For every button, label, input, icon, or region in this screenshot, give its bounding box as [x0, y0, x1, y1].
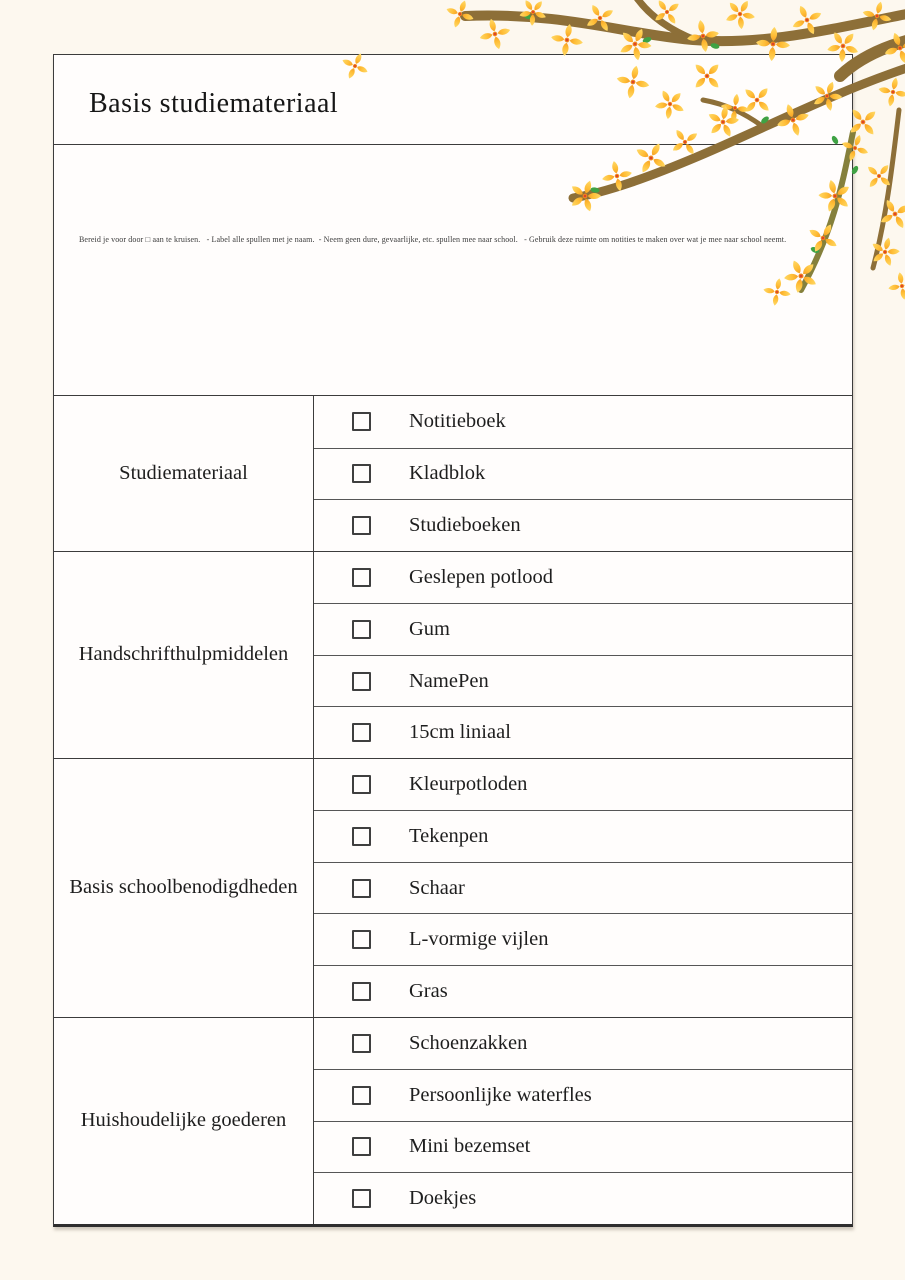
checklist-item-row — [314, 603, 852, 655]
instructions-text: Bereid je voor door □ aan te kruisen. - Label alle spullen met je naam. - Neem geen dure, gevaarlijke, etc. spullen mee naar school. - Gebruik deze ruimte om notities te maken over wat je mee naar school neemt. — [79, 235, 787, 244]
checklist-item-row — [314, 499, 852, 551]
items-column — [314, 552, 852, 758]
checklist-item-row — [314, 706, 852, 758]
items-column — [314, 396, 852, 551]
checklist-item-row — [314, 396, 852, 448]
category-label: Handschrifthulpmiddelen — [78, 643, 289, 666]
header-row — [54, 55, 852, 145]
item-checkbox[interactable] — [352, 775, 371, 794]
item-checkbox[interactable] — [352, 827, 371, 846]
checklist-section — [54, 1017, 852, 1224]
item-checkbox[interactable] — [352, 1189, 371, 1208]
checklist-item-row — [314, 965, 852, 1017]
item-label: NamePen — [409, 669, 489, 692]
item-label: 15cm liniaal — [409, 721, 511, 744]
notes-row — [54, 145, 852, 395]
item-checkbox[interactable] — [352, 1137, 371, 1156]
checklist-item-row — [314, 862, 852, 914]
item-label: Gum — [409, 617, 450, 640]
item-checkbox[interactable] — [352, 982, 371, 1001]
checklist-item-row — [314, 655, 852, 707]
checklist-item-row — [314, 1018, 852, 1070]
checklist-item-row — [314, 552, 852, 604]
category-cell — [54, 1018, 314, 1224]
item-label: Studieboeken — [409, 513, 521, 536]
category-cell — [54, 396, 314, 551]
checklist-item-row — [314, 759, 852, 811]
item-label: Gras — [409, 979, 448, 1002]
checklist-item-row — [314, 1069, 852, 1121]
item-label: Persoonlijke waterfles — [409, 1083, 592, 1106]
checklist-item-row — [314, 810, 852, 862]
item-checkbox[interactable] — [352, 516, 371, 535]
category-label: Studiemateriaal — [119, 462, 248, 485]
item-label: Schoenzakken — [409, 1031, 528, 1054]
category-cell — [54, 759, 314, 1017]
item-label: L-vormige vijlen — [409, 928, 549, 951]
item-checkbox[interactable] — [352, 879, 371, 898]
checklist-section — [54, 551, 852, 758]
item-label: Mini bezemset — [409, 1135, 531, 1158]
item-label: Geslepen potlood — [409, 565, 554, 588]
item-checkbox[interactable] — [352, 1034, 371, 1053]
item-label: Tekenpen — [409, 825, 489, 848]
item-checkbox[interactable] — [352, 930, 371, 949]
item-label: Notitieboek — [409, 410, 506, 433]
item-checkbox[interactable] — [352, 672, 371, 691]
checklist-item-row — [314, 1121, 852, 1173]
category-label: Huishoudelijke goederen — [80, 1109, 287, 1132]
checklist-item-row — [314, 448, 852, 500]
category-label: Basis schoolbenodigdheden — [69, 876, 298, 899]
item-checkbox[interactable] — [352, 412, 371, 431]
page-title: Basis studiemateriaal — [89, 87, 339, 119]
item-label: Kladblok — [409, 462, 486, 485]
checklist-table — [54, 395, 852, 1224]
checklist-section — [54, 395, 852, 551]
checklist-section — [54, 758, 852, 1017]
items-column — [314, 759, 852, 1017]
item-checkbox[interactable] — [352, 620, 371, 639]
item-checkbox[interactable] — [352, 1086, 371, 1105]
item-checkbox[interactable] — [352, 568, 371, 587]
checklist-item-row — [314, 913, 852, 965]
item-label: Kleurpotloden — [409, 773, 528, 796]
checklist-sheet — [53, 54, 853, 1227]
items-column — [314, 1018, 852, 1224]
checklist-item-row — [314, 1172, 852, 1224]
item-checkbox[interactable] — [352, 723, 371, 742]
category-cell — [54, 552, 314, 758]
item-label: Schaar — [409, 876, 465, 899]
item-checkbox[interactable] — [352, 464, 371, 483]
item-label: Doekjes — [409, 1186, 477, 1209]
